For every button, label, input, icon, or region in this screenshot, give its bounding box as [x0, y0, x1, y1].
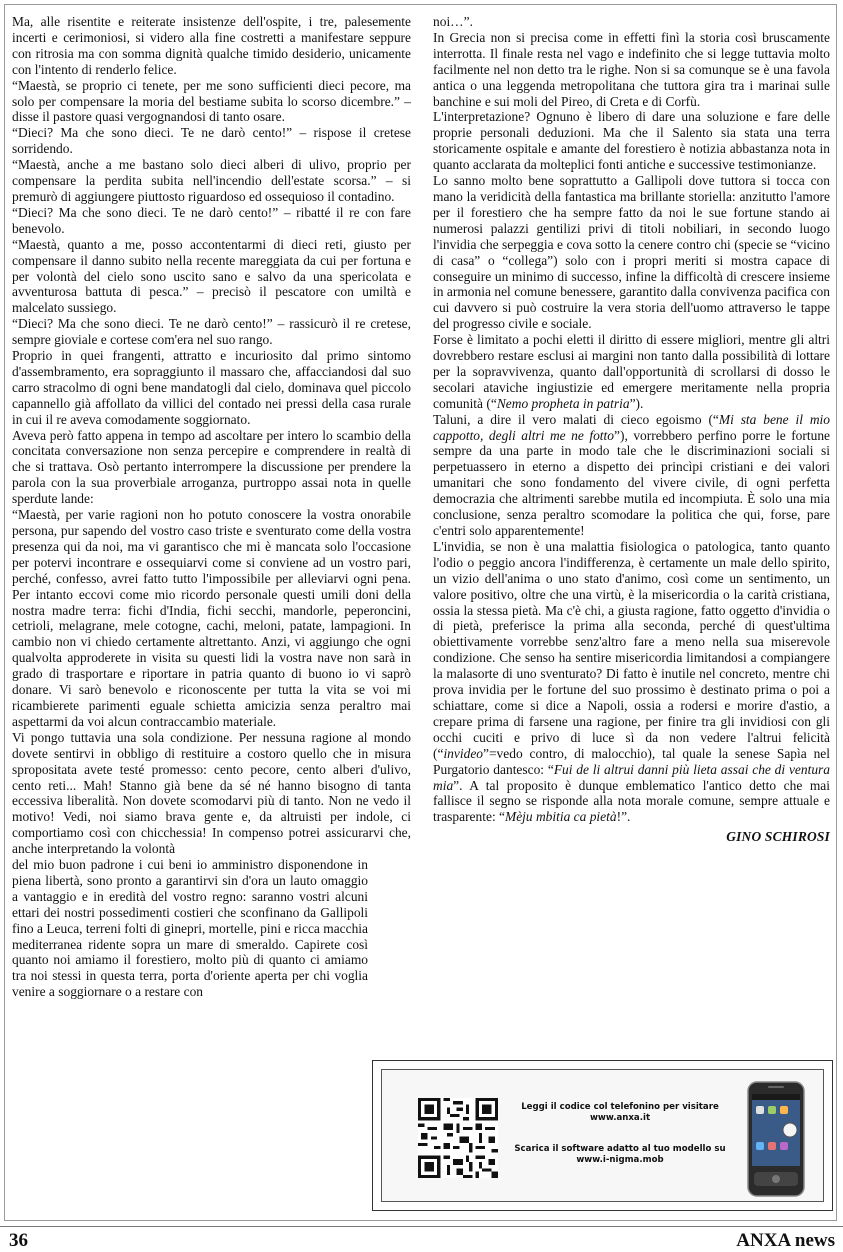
magazine-name: ANXA news	[736, 1230, 835, 1251]
dante-quote: Fui de li altrui danni più lieta assai che di ventura mia	[433, 761, 830, 793]
article-paragraph: “Dieci? Ma che sono dieci. Te ne darò cento!” – ribatté il re con fare benevolo.	[12, 204, 411, 236]
article-paragraph: “Maestà, quanto a me, posso accontentarmi di dieci reti, giusto per compensare il danno subito nella recente mareggiata da cui per fortuna e per volontà del cielo sono uscito sano e salvo da una spericolata e avventurosa battuta di pesca.” – precisò il pescatore con umiltà e malcelato sussiego.	[12, 236, 411, 316]
article-paragraph: Ma, alle risentite e reiterate insistenze dell'ospite, i tre, palesemente incerti e cerimoniosi, si videro alla fine costretti a manifestare seppure con ritrosia ma con somma dignità qualche timido desiderio, unicamente con l'intento di renderlo felice.	[12, 14, 411, 77]
article-paragraph	[433, 332, 830, 412]
article-paragraph: “Dieci? Ma che sono dieci. Te ne darò cento!” – rispose il cretese sorridendo.	[12, 125, 411, 157]
advert-link-inigma[interactable]: www.i-nigma.mob	[576, 1155, 664, 1165]
latin-quote: Nemo propheta in patria	[496, 395, 630, 411]
article-paragraph: “Maestà, se proprio ci tenete, per me sono sufficienti dieci pecore, ma solo per compensare la moria del bestiame subita lo scorso dicembre.” – disse il pastore quasi vergognandosi di tanto osare.	[12, 77, 411, 125]
text-run: Taluni, a dire il vero malati di cieco egoismo (“	[433, 411, 719, 427]
text-run: ”. A tal proposito è dunque emblematico l'antico detto che mai fallisce il segno se risponde alla nota morale comune, sempre attuale e trasparente: “	[433, 777, 830, 825]
text-run: ”=vedo contro, di malocchio), tal quale la senese Sapìa nel Purgatorio dantesco: “	[433, 745, 830, 777]
advert-text	[506, 1102, 734, 1166]
qr-code-icon[interactable]	[418, 1098, 498, 1178]
advert-box	[372, 1060, 833, 1211]
text-run: ”).	[629, 395, 644, 411]
article-paragraph-continued: del mio buon padrone i cui beni io amministro disponendone in piena libertà, sono pronto a garantirvi sin d'ora un lauto omaggio a vantaggio e in eredità del vostro regno: saranno vostri alcuni ettari dei nostri possedimenti costieri che sconfinano da Gallipoli fino a Leuca, terreni folti di ginepri, mortelle, pini e ricca macchia mediterranea ridente sopra un mare di smeraldo. Capirete così quanto noi amiamo il forestiero, molto più di quanto ci amiamo tra noi stessi in questa terra, porta d'oriente aperta per chi voglia venire a soggiornare o a restare con	[12, 857, 368, 1000]
article-paragraph: Vi pongo tuttavia una sola condizione. Per nessuna ragione al mondo dovete sentirvi in obbligo di restituire a costoro quello che in misura spropositata avete testé promesso: cento pecore, cento alberi d'ulivo, cento reti... Mah! Stanno già bene da sé né hanno bisogno di tanta eccessiva liberalità. Non dovete scomodarvi più di tanto. Non ne vedo il motivo! Vedi, noi siamo brava gente e, da altruisti per indole, ci comportiamo così con chicchessia! In compenso potrei assicurarvi che, anche interpretando la volontà	[12, 729, 411, 857]
author-signature: GINO SCHIROSI	[726, 829, 830, 845]
article-right-column	[433, 14, 830, 845]
text-run: ”), vorrebbero perfino porre le fortune sempre da una parte in modo tale che le discriminazioni sociali si perpetuassero in eterno a dispetto dei princìpi cristiani e dei valori umanitari che sono fondamento del vivere civile, di ogni perfetta democrazia che altrimenti sarebbe mutila ed incompiuta. È solo una mia conclusione, senza peraltro scomodare la politica che qui, forse, pare c'entri solo apparentemente!	[433, 427, 831, 538]
article-paragraph: Lo sanno molto bene soprattutto a Gallipoli dove tuttora si tocca con mano la veridicità della fantastica ma brillante storiella: anzitutto l'amore per il forestiero che ha sempre fatto da noi le sue fortune stando ai numerosi palazzi gentilizi privi di titoli nobiliari, in secondo luogo l'invidia che serpeggia e cova sotto la cenere contro chi (specie se “vicino di casa” o “collega”) solo con i propri meriti si mostra capace di conseguire un minimo di successo, infine la difficoltà di crescere insieme in armonia nel comune benessere, garantito dalla convivenza pacifica con cui davvero si può costruire la vera storia dell'uomo attraverso le tappe del progresso civile e sociale.	[433, 173, 830, 332]
advert-link-anxa[interactable]: www.anxa.it	[589, 1113, 651, 1123]
smartphone-icon	[746, 1080, 806, 1198]
advert-line: Leggi il codice col telefonino per visitare	[521, 1102, 719, 1112]
dialect-saying: Mèju mbitia ca pietà	[505, 809, 617, 825]
text-run: !”.	[616, 809, 631, 825]
article-left-column	[12, 14, 411, 1000]
article-paragraph	[433, 539, 830, 825]
italic-quote: Mi sta bene il mio cappotto, degli altri me ne fotto	[433, 411, 830, 443]
article-paragraph: noi…”.	[433, 14, 473, 29]
page-number: 36	[9, 1230, 28, 1251]
article-paragraph: Proprio in quei frangenti, attratto e incuriosito dal primo sintomo d'assembramento, era sopraggiunto il massaro che, affacciandosi dal suo carro stracolmo di ogni bene mandatogli dal cielo, dominava quel piccolo capannello già affollato da villici del contado nei pressi della casa rurale in cui il re aveva comodamente soggiornato.	[12, 348, 411, 427]
advert-panel	[381, 1069, 824, 1202]
footer-divider	[0, 1226, 843, 1227]
text-run: L'invidia, se non è una malattia fisiologica o patologica, tanto quanto l'odio o peggio ancora l'indifferenza, è certamente un male dello spirito, un vizio dell'anima o uno stato d'animo, così come un sentimento, un valore positivo, oltre che una virtù, è la misericordia o la carità cristiana, ossia la stessa pietà. Ma c'è chi, a giusta ragione, fatto oggetto d'invidia o di pietà, preferisce la prima alla seconda, perché di quest'ultima obiettivamente vorrebbe senz'altro fare a meno nella sua miserevole condizione. Che senso ha sentire misericordia limitandosi a compiangere la malasorte di uno sventurato? Di fatto è inutile nel concreto, mentre chi prova invidia per le fortune del suo prossimo è destinato prima o poi a schiattare, come si dice a Napoli, ossia a rodersi e morire d'astio, a crepare prima di farsene una ragione, per finire tra gli invidiosi con gli occhi cuciti e privo di luce sì da non vedere l'altrui felicità (“	[433, 538, 830, 761]
article-paragraph: Aveva però fatto appena in tempo ad ascoltare per intero lo scambio della concitata conversazione non senza percepire e comprendere in realtà di che si trattava. Osò pertanto interrompere la discussione per prendere la parola con la sua proverbiale arroganza, purtroppo assai nota in quelle sperdute lande:	[12, 427, 411, 507]
text-run: Forse è limitato a pochi eletti il diritto di essere migliori, mentre gli altri dovrebbero restare esclusi ai margini non tanto dalla possibilità di lottare per la sopravvivenza, quanto dall'opportunità di scrollarsi di dosso le secolari ataviche ingiustizie ed emergere meritamente nella propria comunità (“	[433, 332, 830, 411]
advert-line: Scarica il software adatto al tuo modello su	[514, 1144, 726, 1154]
article-paragraph: “Maestà, per varie ragioni non ho potuto conoscere la vostra onorabile persona, pur sapendo del vostro caso triste e sventurato come della vostra presenza qui da noi, ma vi garantisco che mi è mancata solo l'occasione per potervi incontrare e ossequiarvi come si conviene ad un vostro pari, perché, confesso, avrei fatto tutto l'impossibile per alleviarvi ogni pena. Per intanto eccovi come mio ricordo personale questi umili doni della nostra madre terra: fichi d'India, fichi secchi, mandorle, peperoncini, cetrioli, melagrane, mele cotogne, cachi, meloni, patate, lampagioni. In cambio non vi chiedo certamente altrettanto. Anzi, vi aggiungo che ogni qualvolta approderete in visita su questi lidi la vostra nave non sarà in grado di trasportare e riportare in patria quanto di buono io vi saprò donare. Vi sarò benevolo e riconoscente per tutta la vita se voi mi ricambierete parimenti eguale schietta amicizia senza peraltro mai aspettarmi da voi alcun contraccambio materiale.	[12, 507, 411, 729]
article-paragraph: “Maestà, anche a me bastano solo dieci alberi di ulivo, proprio per compensare la perdita subita nell'incendio dell'estate scorsa.” – si premurò di aggiungere piuttosto riguardoso ed ossequioso il contadino.	[12, 157, 411, 204]
article-paragraph	[433, 412, 830, 539]
article-paragraph: In Grecia non si precisa come in effetti finì la storia così bruscamente interrotta. Il finale resta nel vago e indefinito che si legge tuttavia molto facilmente nel non detto tra le righe. Non si sa comunque se è una favola antica o una leggenda metropolitana che tuttora gira tra i marinai sulle banchine e sui moli del Pireo, di Creta e di Corfù.	[433, 29, 830, 109]
latin-word: invideo	[443, 745, 484, 761]
article-paragraph: L'interpretazione? Ognuno è libero di dare una soluzione e fare delle proprie personali deduzioni. Ma che il Salento sia stata una terra storicamente ospitale e amante del forestiero è notizia abbastanza nota in quanto acclarata da molteplici fonti antiche e successive testimonianze.	[433, 109, 830, 173]
article-paragraph: “Dieci? Ma che sono dieci. Te ne darò cento!” – rassicurò il re cretese, sempre gioviale e cortese com'era nel suo rango.	[12, 316, 411, 348]
